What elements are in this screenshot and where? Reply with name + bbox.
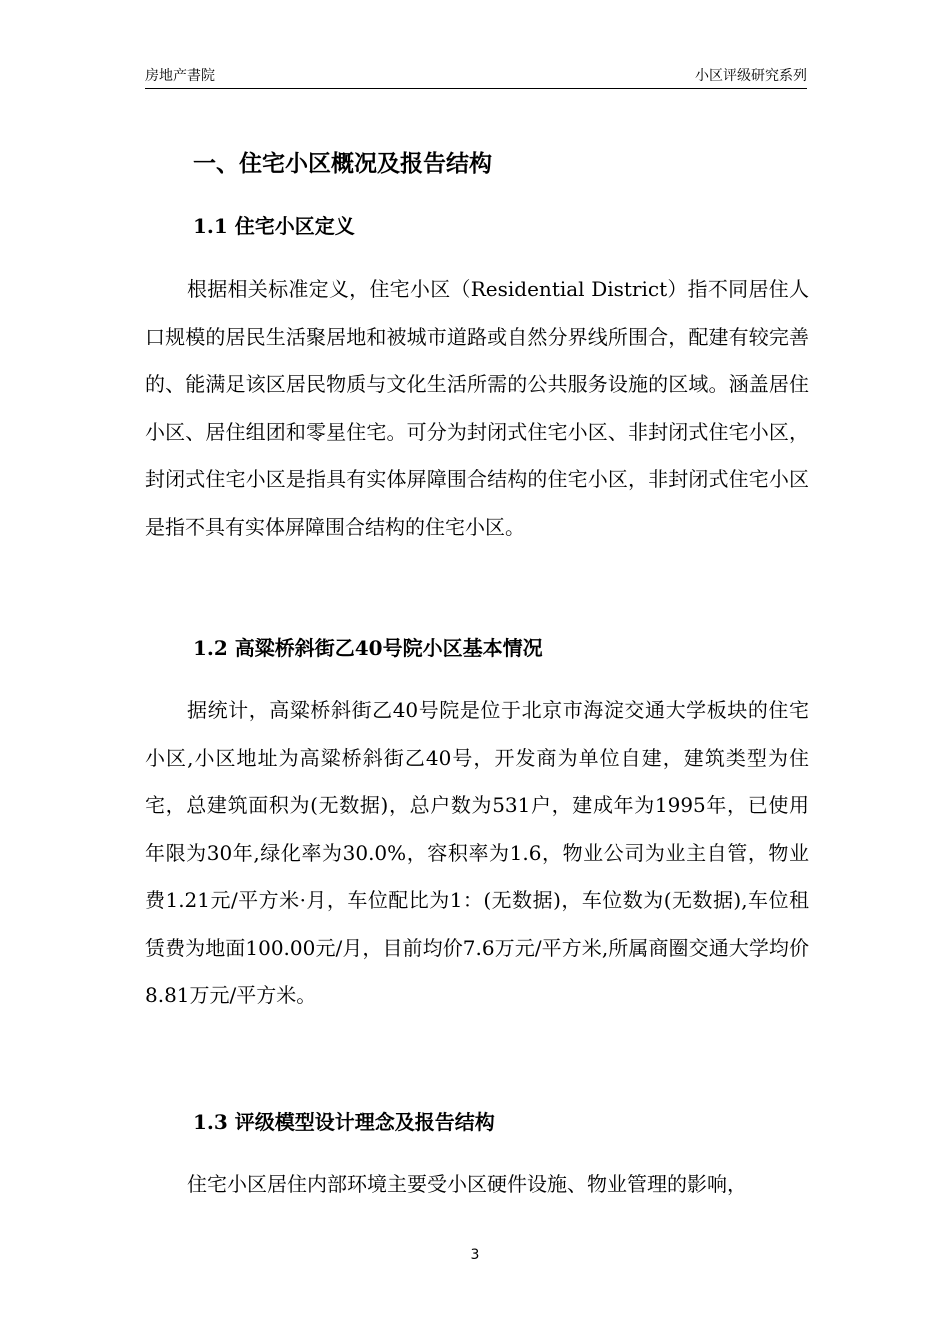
header-left-title: 房地产書院 [145,68,215,84]
section-title-1-3: 1.3 评级模型设计理念及报告结构 [193,1110,495,1134]
section-body-1-1: 根据相关标准定义，住宅小区（Residential District）指不同居住人口规模的居民生活聚居地和被城市道路或自然分界线所围合，配建有较完善的、能满足该区居民物质与文化生活所需的公共服务设施的区域。涵盖居住小区、居住组团和零星住宅。可分为封闭式住宅小区、非封闭式住宅小区，封闭式住宅小区是指具有实体屏障围合结构的住宅小区，非封闭式住宅小区是指不具有实体屏障围合结构的住宅小区。 [145,277,809,539]
section-title-1-2: 1.2 高粱桥斜街乙40号院小区基本情况 [193,636,543,660]
section-body-1-3: 住宅小区居住内部环境主要受小区硬件设施、物业管理的影响， [187,1172,747,1196]
header-right-title: 小区评级研究系列 [695,68,807,84]
page-header [145,66,807,89]
page-number: 3 [470,1247,480,1263]
chapter-title: 一、住宅小区概况及报告结构 [193,150,492,177]
section-body-1-2: 据统计，高粱桥斜街乙40号院是位于北京市海淀交通大学板块的住宅小区,小区地址为高粱桥斜街乙40号，开发商为单位自建，建筑类型为住宅，总建筑面积为(无数据)，总户数为531户，建成年为1995年，已使用年限为30年,绿化率为30.0%，容积率为1.6，物业公司为业主自管，物业费1.21元/平方米·月，车位配比为1：(无数据)，车位数为(无数据),车位租赁费为地面100.00元/月，目前均价7.6万元/平方米,所属商圈交通大学均价8.81万元/平方米。 [145,698,809,1007]
section-title-1-1: 1.1 住宅小区定义 [193,214,355,238]
